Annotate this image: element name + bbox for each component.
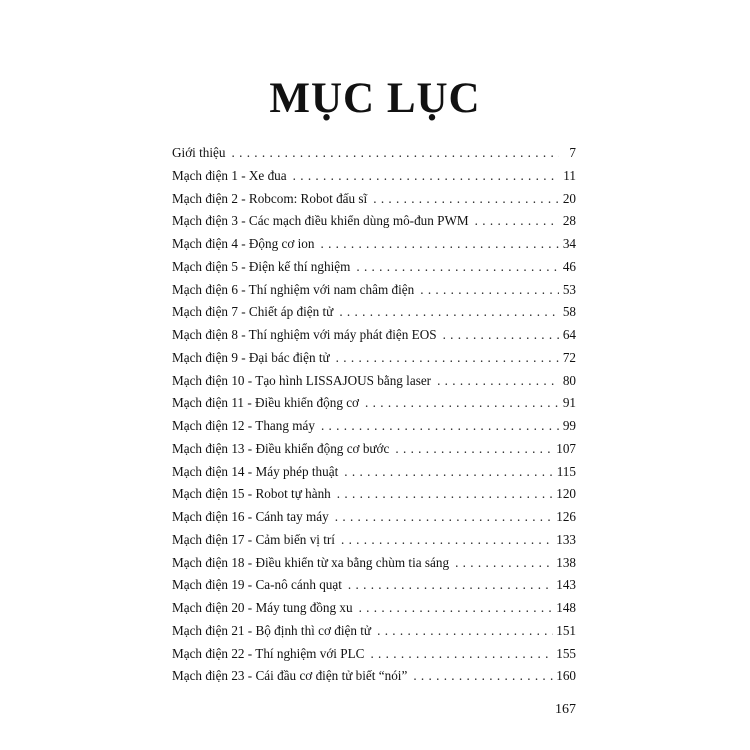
toc-entry-page: 126 [556,509,576,524]
toc-entry-page: 20 [562,190,576,206]
toc-entry [172,347,576,370]
toc-entry-label: Mạch điện 12 - Thang máy [172,418,315,433]
toc-entry-label: Mạch điện 23 - Cái đầu cơ điện tử biết “nói” [172,668,408,684]
toc-entry-page: 53 [562,281,576,297]
toc-entry-page: 133 [556,531,576,547]
toc-entry-label: Mạch điện 6 - Thí nghiệm với nam châm điện [172,281,415,297]
dot-leader [365,392,559,415]
toc-entry-page: 46 [562,258,576,274]
dot-leader [341,529,553,552]
toc-entry-page: 91 [562,395,576,411]
dot-leader [455,552,553,575]
toc-entry-label: Mạch điện 20 - Máy tung đồng xu [172,600,353,615]
table-of-contents [172,142,576,688]
dot-leader [336,347,559,370]
dot-leader [370,643,553,666]
toc-entry [172,483,576,506]
toc-entry-page: 155 [556,645,576,661]
toc-entry [172,188,576,211]
toc-entry-page: 99 [562,418,576,433]
toc-entry-page: 120 [556,486,576,502]
page-title: MỤC LỤC [269,75,481,122]
toc-entry [172,256,576,279]
toc-entry [172,279,576,302]
toc-entry-label: Mạch điện 21 - Bộ định thì cơ điện tử [172,622,372,638]
toc-entry-label: Mạch điện 3 - Các mạch điều khiển dùng mô-đun PWM [172,213,469,229]
toc-entry-label: Mạch điện 9 - Đại bác điện tử [172,349,330,365]
toc-entry [172,233,576,256]
toc-entry-label: Mạch điện 22 - Thí nghiệm với PLC [172,645,365,661]
dot-leader [337,483,553,506]
toc-entry [172,142,576,165]
dot-leader [335,506,553,529]
toc-entry-page: 72 [562,349,576,365]
toc-entry-page: 11 [563,167,576,183]
toc-entry-page: 64 [562,327,576,342]
toc-entry-page: 148 [556,600,576,615]
toc-entry-label: Mạch điện 14 - Máy phép thuật [172,463,339,479]
toc-entry-page: 115 [556,463,576,479]
toc-entry-page: 80 [562,372,576,388]
toc-entry [172,529,576,552]
dot-leader [339,301,559,324]
dot-leader [344,461,553,484]
toc-entry-page: 151 [556,622,576,638]
toc-entry-page: 28 [562,213,576,229]
toc-entry-label: Mạch điện 13 - Điều khiển động cơ bước [172,440,390,456]
toc-entry-label: Mạch điện 7 - Chiết áp điện tử [172,304,334,320]
dot-leader [373,188,559,211]
dot-leader [293,165,559,188]
toc-entry-label: Mạch điện 19 - Ca-nô cánh quạt [172,577,342,593]
dot-leader [377,620,553,643]
toc-entry-label: Mạch điện 5 - Điện kế thí nghiệm [172,258,351,274]
toc-entry [172,574,576,597]
toc-entry-label: Mạch điện 18 - Điều khiển từ xa bằng chùm tia sáng [172,554,450,570]
toc-entry-page: 107 [556,440,576,456]
toc-entry-label: Mạch điện 15 - Robot tự hành [172,486,331,502]
dot-leader [475,210,559,233]
toc-entry-label: Mạch điện 17 - Cảm biến vị trí [172,531,335,547]
toc-entry-label: Mạch điện 4 - Động cơ ion [172,236,315,251]
dot-leader [348,574,553,597]
dot-leader [395,438,553,461]
toc-entry [172,438,576,461]
dot-leader [437,370,559,393]
toc-entry [172,461,576,484]
toc-entry-page: 7 [569,145,576,160]
toc-entry [172,665,576,688]
toc-entry-label: Mạch điện 11 - Điều khiển động cơ [172,395,360,411]
dot-leader [413,665,553,688]
toc-entry [172,415,576,438]
toc-entry-page: 143 [556,577,576,593]
dot-leader [356,256,559,279]
toc-entry-page: 58 [562,304,576,320]
toc-entry [172,210,576,233]
toc-entry-page: 34 [562,236,576,251]
toc-entry-label: Mạch điện 1 - Xe đua [172,167,287,183]
toc-entry-label: Giới thiệu [172,145,226,160]
toc-entry-label: Mạch điện 10 - Tạo hình LISSAJOUS bằng laser [172,372,432,388]
page-number: 167 [555,702,576,717]
toc-entry-label: Mạch điện 2 - Robcom: Robot đấu sĩ [172,190,368,206]
dot-leader [420,279,559,302]
toc-entry-label: Mạch điện 16 - Cánh tay máy [172,509,329,524]
dot-leader [443,324,559,347]
toc-entry-page: 160 [556,668,576,684]
toc-entry [172,620,576,643]
dot-leader [232,142,560,165]
toc-entry [172,597,576,620]
dot-leader [321,415,559,438]
toc-entry [172,165,576,188]
toc-entry-label: Mạch điện 8 - Thí nghiệm với máy phát điện EOS [172,327,437,342]
toc-entry [172,324,576,347]
toc-entry [172,370,576,393]
toc-entry-page: 138 [556,554,576,570]
toc-entry [172,552,576,575]
toc-entry [172,643,576,666]
dot-leader [359,597,554,620]
toc-entry [172,392,576,415]
toc-entry [172,506,576,529]
toc-entry [172,301,576,324]
dot-leader [320,233,559,256]
